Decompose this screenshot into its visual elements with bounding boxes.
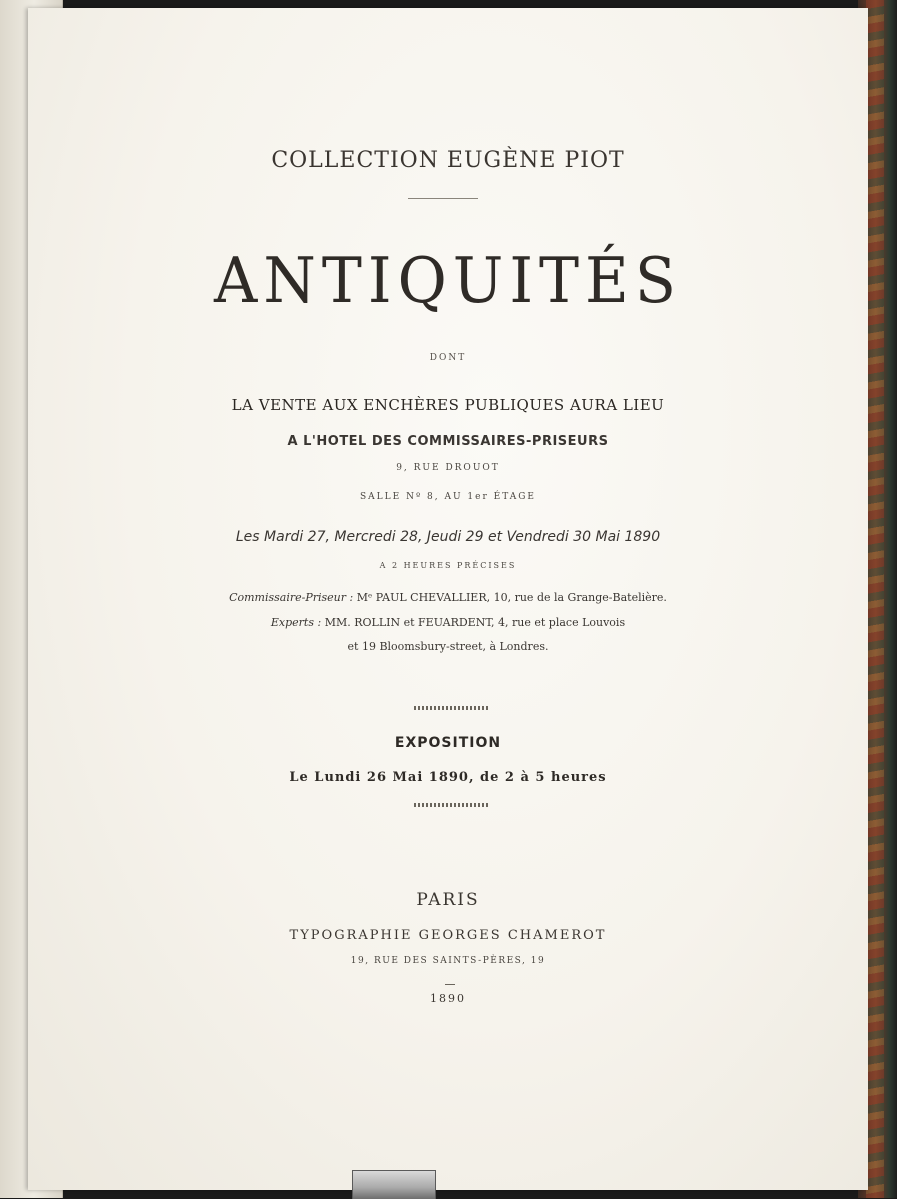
imprint-printer: TYPOGRAPHIE GEORGES CHAMEROT [289,928,607,943]
experts-line [28,616,868,629]
venue-address: 9, RUE DROUOT [396,463,500,473]
commissaire-line [28,591,868,604]
venue-room: SALLE Nº 8, AU 1er ÉTAGE [360,492,536,502]
ornament-rule-bottom [414,803,488,807]
divider-rule [408,198,478,199]
sale-time: A 2 HEURES PRÉCISES [379,561,517,570]
sale-announcement: LA VENTE AUX ENCHÈRES PUBLIQUES AURA LIEU [231,396,665,414]
ornament-rule-top [414,706,488,710]
commissaire-value: Mᵉ PAUL CHEVALLIER, 10, rue de la Grange-Batelière. [356,591,667,604]
exposition-details: Le Lundi 26 Mai 1890, de 2 à 5 heures [289,770,607,785]
sale-dates: Les Mardi 27, Mercredi 28, Jeudi 29 et Vendredi 30 Mai 1890 [235,529,661,545]
dont-text: DONT [429,353,467,363]
experts-line-2: et 19 Bloomsbury-street, à Londres. [347,640,549,653]
title-page [28,8,868,1190]
page-clip [352,1170,436,1199]
exposition-heading: EXPOSITION [394,735,502,751]
imprint-address: 19, RUE DES SAINTS-PÈRES, 19 [350,956,546,966]
imprint-city: PARIS [416,890,480,910]
commissaire-label: Commissaire-Priseur : [229,591,354,604]
collection-heading: COLLECTION EUGÈNE PIOT [271,148,625,173]
experts-label: Experts : [270,616,322,629]
page-title: ANTIQUITÉS [214,244,682,318]
experts-value: MM. ROLLIN et FEUARDENT, 4, rue et place Louvois [324,616,626,629]
imprint-year: 1890 [430,992,466,1005]
imprint-dash [445,984,455,985]
venue-name: A L'HOTEL DES COMMISSAIRES-PRISEURS [287,434,609,449]
